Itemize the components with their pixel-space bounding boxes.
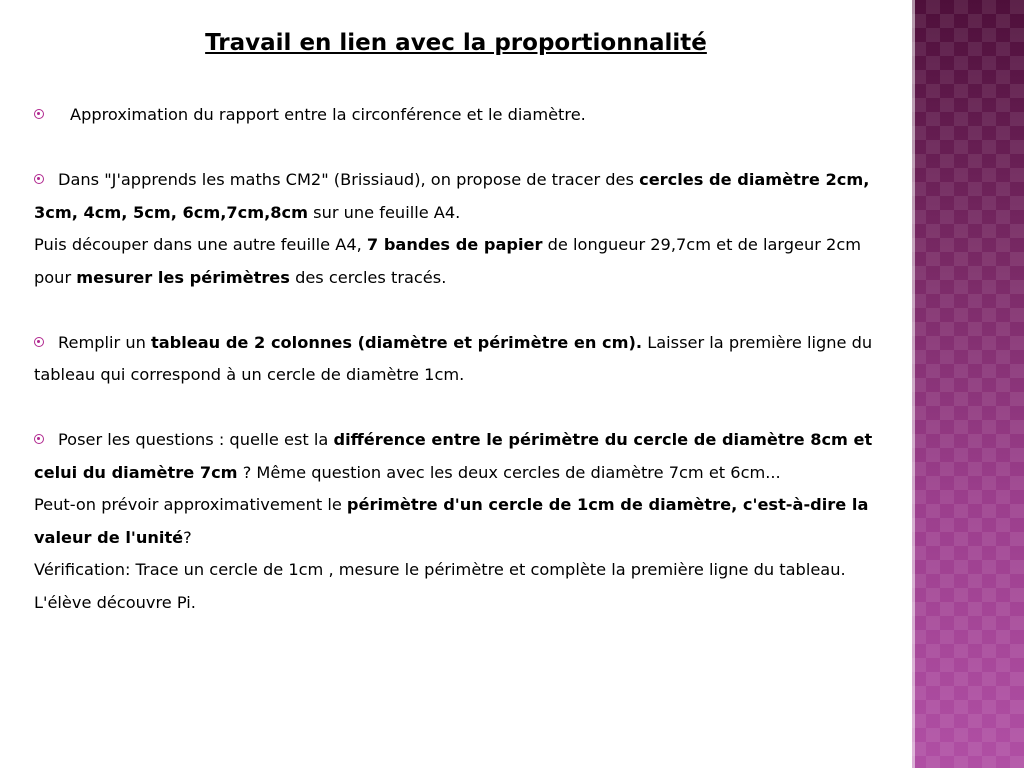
bullet-3 (34, 327, 874, 392)
bullet-4-text-f: ? (183, 527, 192, 547)
bullet-2-text-f: de longueur 29,7cm et de largeur 2cm pour (34, 235, 861, 287)
bullet-4-text-d: Peut-on prévoir approximativement le (34, 495, 347, 514)
bullet-2-text-d: Puis découper dans une autre feuille A4, (34, 235, 367, 254)
bullet-2-paragraph-2 (34, 229, 874, 294)
bullet-1 (34, 99, 874, 132)
bullet-2-text-c: sur une feuille A4. (308, 202, 461, 222)
bullet-3-bold-b: tableau de 2 colonnes (diamètre et périmètre en cm). (150, 332, 643, 352)
bullet-4-bold-e: périmètre d'un cercle de 1cm de diamètre, c'est-à-dire la valeur de l'unité (34, 495, 869, 547)
bullet-4-paragraph-4: L'élève découvre Pi. (34, 592, 196, 612)
bullet-4-text-a: Poser les questions : quelle est la (58, 430, 334, 449)
bullet-4-paragraph-2 (34, 489, 874, 554)
bullet-2-text-a: Dans "J'apprends les maths CM2" (Brissiaud), on propose de tracer des (58, 170, 640, 189)
bullet-4-paragraph-3: Vérification: Trace un cercle de 1cm , mesure le périmètre et complète la première ligne du tableau. (34, 560, 846, 579)
bullet-4-text-c: ? Même question avec les deux cercles de diamètre 7cm et 6cm... (237, 462, 781, 482)
circle-dot-icon (34, 174, 44, 184)
bullet-4-bold-b: différence entre le périmètre du cercle de diamètre 8cm et celui du diamètre 7cm (34, 430, 873, 482)
bullet-3-text-a: Remplir un (58, 332, 151, 352)
slide-content (34, 99, 874, 619)
circle-dot-icon (34, 434, 44, 444)
bullet-2-bold-e: 7 bandes de papier (366, 235, 543, 254)
bullet-1-text: Approximation du rapport entre la circonférence et le diamètre. (70, 105, 586, 124)
bullet-2-bold-b: cercles de diamètre 2cm, 3cm, 4cm, 5cm, 6cm,7cm,8cm (34, 170, 870, 222)
bullet-2 (34, 164, 874, 229)
decorative-sidebar (912, 0, 1024, 768)
bullet-2-bold-g: mesurer les périmètres (76, 267, 290, 287)
bullet-4 (34, 424, 874, 489)
bullet-3-text-c: Laisser la première ligne du tableau qui correspond à un cercle de diamètre 1cm. (34, 332, 873, 384)
sidebar-edge (912, 0, 915, 768)
bullet-2-text-h: des cercles tracés. (289, 267, 447, 287)
circle-dot-icon (34, 109, 44, 119)
circle-dot-icon (34, 337, 44, 347)
slide-title: Travail en lien avec la proportionnalité (205, 30, 707, 56)
